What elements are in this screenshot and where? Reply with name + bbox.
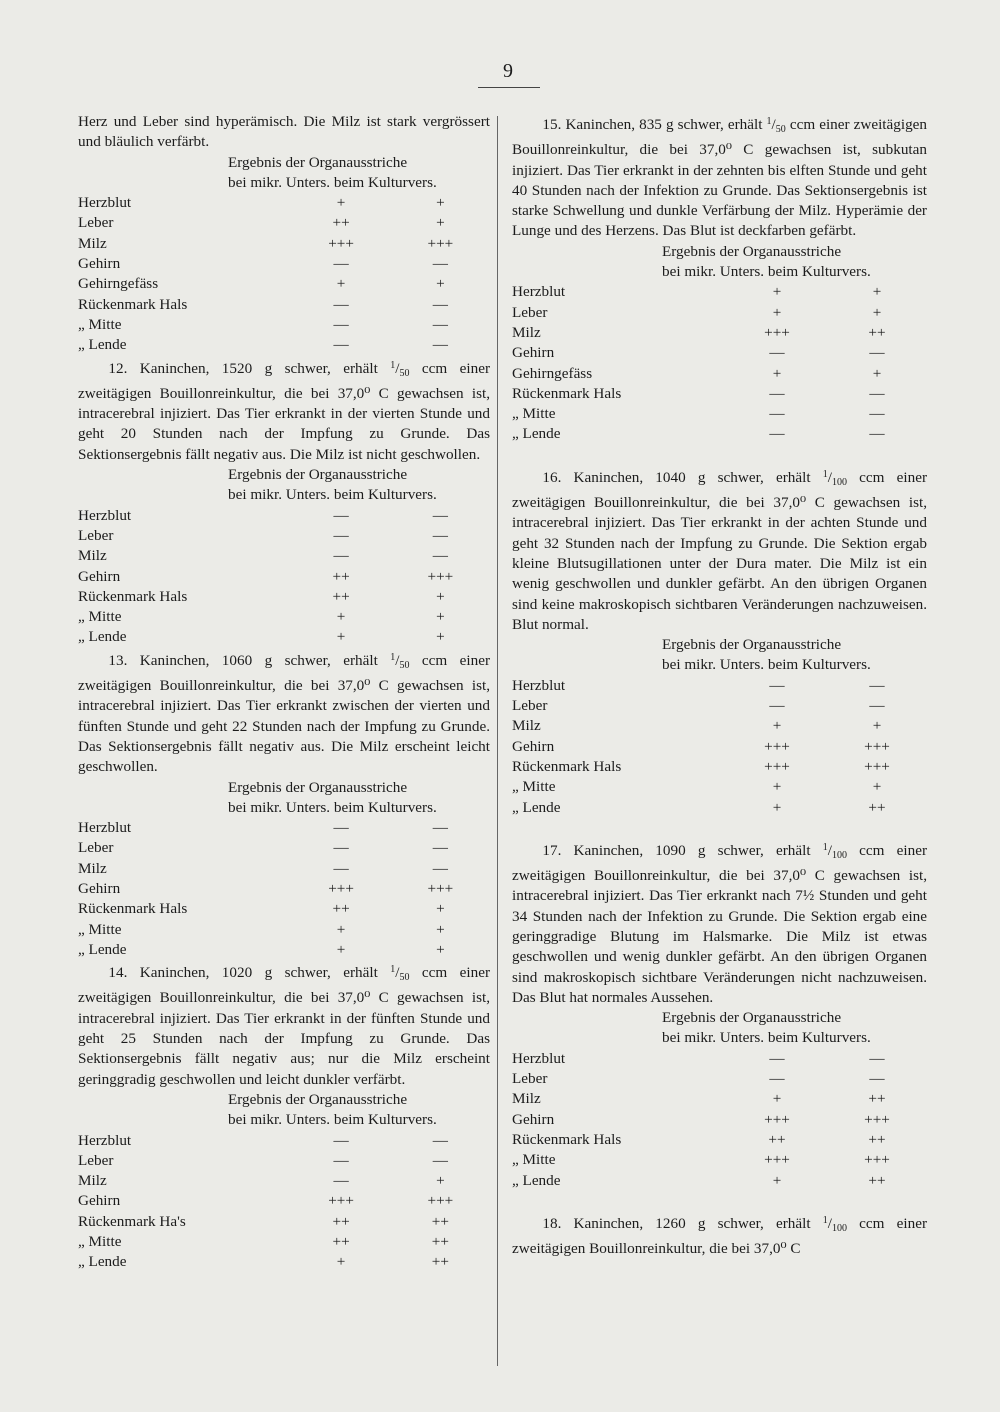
culture-cell: — <box>432 1151 448 1169</box>
table-subheading: bei mikr. Unters. beim Kulturvers. <box>228 173 437 191</box>
organ-cell: Gehirn <box>512 1110 555 1128</box>
culture-cell: — <box>869 1070 885 1088</box>
culture-cell: + <box>436 214 445 232</box>
culture-cell: ++ <box>868 1130 886 1148</box>
intro-paragraph: Herz und Leber sind hyperämisch. Die Milz ist stark vergrössert und bläulich verfärbt. <box>78 113 490 151</box>
culture-cell: +++ <box>427 567 454 585</box>
table-row <box>512 343 927 363</box>
microscopy-cell: + <box>772 364 782 382</box>
table-row <box>78 193 490 213</box>
microscopy-cell: + <box>772 778 782 796</box>
table-row <box>78 1212 490 1232</box>
culture-cell: + <box>436 940 445 958</box>
culture-cell: +++ <box>864 1151 890 1169</box>
microscopy-cell: + <box>772 303 782 321</box>
culture-cell: + <box>872 778 882 796</box>
experiment-paragraph-14: 14. Kaninchen, 1020 g schwer, erhält $^1/_{50}$ ccm einer zweitägigen Bouillonreinkultur, die bei 37,0⁰ C gewachsen ist, intracerebral injiziert. Das Tier erkrankt in der fünften Stunde und geht 25 Stunden nach der Impfung zu Grunde. Das Sektionsergebnis fällt negativ aus; nur die Milz erscheint geringgradig geschwollen und leicht dunkler verfärbt. <box>78 964 490 1088</box>
table-row <box>512 737 927 757</box>
microscopy-cell: ++ <box>332 900 350 918</box>
table-row <box>78 607 490 627</box>
culture-cell: — <box>432 819 448 837</box>
culture-cell: +++ <box>427 1192 454 1210</box>
culture-cell: — <box>432 295 448 313</box>
microscopy-cell: + <box>772 283 782 301</box>
culture-cell: + <box>436 587 445 605</box>
dose-fraction: $^1/_{50}$ <box>390 359 410 379</box>
table-row <box>78 587 490 607</box>
table-row <box>512 1150 927 1170</box>
microscopy-cell: +++ <box>328 1192 354 1210</box>
organ-cell: Leber <box>78 1151 114 1169</box>
dose-fraction: $^1/_{50}$ <box>390 964 410 984</box>
table-row <box>512 364 927 384</box>
culture-cell: + <box>436 920 445 938</box>
dose-fraction: $^1/_{100}$ <box>822 841 847 861</box>
culture-cell: — <box>869 384 885 402</box>
organ-cell: „ Mitte <box>512 1151 556 1169</box>
microscopy-cell: ++ <box>332 587 350 605</box>
microscopy-cell: — <box>333 547 349 565</box>
organ-cell: Milz <box>512 717 541 735</box>
table-row <box>78 506 490 526</box>
culture-cell: + <box>436 194 445 212</box>
microscopy-cell: ++ <box>332 214 350 232</box>
culture-cell: + <box>436 275 445 293</box>
table-row <box>512 1049 927 1069</box>
organ-cell: „ Lende <box>78 336 127 354</box>
microscopy-cell: — <box>333 336 349 354</box>
microscopy-cell: ++ <box>332 1212 350 1230</box>
table-row <box>512 404 927 424</box>
microscopy-cell: — <box>333 859 349 877</box>
culture-cell: — <box>432 547 448 565</box>
table-row <box>78 254 490 274</box>
organ-cell: Rückenmark Hals <box>78 587 188 605</box>
table-row <box>78 335 490 355</box>
culture-cell: ++ <box>868 1171 886 1189</box>
table-row <box>512 716 927 736</box>
table-row <box>78 899 490 919</box>
organ-cell: „ Mitte <box>512 778 556 796</box>
organ-cell: Gehirn <box>78 879 121 897</box>
result-table <box>78 1131 490 1273</box>
table-row <box>78 1171 490 1191</box>
organ-cell: Gehirn <box>512 344 555 362</box>
organ-cell: Leber <box>78 839 114 857</box>
organ-cell: Gehirngefäss <box>78 275 159 293</box>
table-row <box>78 859 490 879</box>
table-subheading: bei mikr. Unters. beim Kulturvers. <box>662 263 871 281</box>
microscopy-cell: + <box>336 940 346 958</box>
table-row <box>78 879 490 899</box>
table-row <box>512 303 927 323</box>
table-caption <box>512 635 927 676</box>
table-row <box>78 627 490 647</box>
table-subheading: bei mikr. Unters. beim Kulturvers. <box>228 486 437 504</box>
table-row <box>512 757 927 777</box>
table-caption <box>78 153 490 194</box>
organ-cell: Herzblut <box>512 1049 566 1067</box>
result-table <box>512 676 927 818</box>
microscopy-cell: +++ <box>764 1110 790 1128</box>
result-table <box>78 193 490 355</box>
table-row <box>78 920 490 940</box>
dose-fraction: $^1/_{100}$ <box>822 1214 847 1234</box>
organ-cell: Rückenmark Hals <box>78 900 188 918</box>
table-subheading: bei mikr. Unters. beim Kulturvers. <box>228 798 437 816</box>
organ-cell: Rückenmark Hals <box>512 1130 622 1148</box>
organ-cell: Leber <box>512 303 548 321</box>
organ-cell: Milz <box>512 1090 541 1108</box>
microscopy-cell: — <box>333 1172 349 1190</box>
table-heading: Ergebnis der Organausstriche <box>228 1090 408 1108</box>
microscopy-cell: — <box>769 676 785 694</box>
table-row <box>512 384 927 404</box>
table-row <box>512 1110 927 1130</box>
culture-cell: ++ <box>431 1233 449 1251</box>
microscopy-cell: + <box>772 1171 782 1189</box>
table-row <box>512 676 927 696</box>
microscopy-cell: + <box>336 194 346 212</box>
experiment-paragraph-18: 18. Kaninchen, 1260 g schwer, erhält $^1/_{100}$ ccm einer zweitägigen Bouillonreinkultur, die bei 37,0⁰ C <box>512 1214 927 1258</box>
table-row <box>78 315 490 335</box>
organ-cell: Herzblut <box>512 676 566 694</box>
organ-cell: Gehirn <box>78 567 121 585</box>
culture-cell: +++ <box>864 737 890 755</box>
microscopy-cell: + <box>772 1090 782 1108</box>
table-subheading: bei mikr. Unters. beim Kulturvers. <box>662 1029 871 1047</box>
dose-fraction: $^1/_{50}$ <box>766 116 786 135</box>
organ-cell: „ Lende <box>512 425 561 443</box>
culture-cell: ++ <box>868 1090 886 1108</box>
culture-cell: ++ <box>868 323 886 341</box>
organ-cell: Milz <box>78 859 107 877</box>
culture-cell: — <box>432 315 448 333</box>
organ-cell: „ Mitte <box>78 920 122 938</box>
culture-cell: +++ <box>864 1110 890 1128</box>
culture-cell: ++ <box>431 1253 449 1271</box>
page-number: 9 <box>503 60 513 82</box>
table-heading: Ergebnis der Organausstriche <box>662 636 842 654</box>
table-row <box>78 295 490 315</box>
table-subheading: bei mikr. Unters. beim Kulturvers. <box>662 656 871 674</box>
organ-cell: Herzblut <box>78 194 132 212</box>
culture-cell: — <box>432 526 448 544</box>
culture-cell: — <box>869 425 885 443</box>
organ-cell: Leber <box>78 214 114 232</box>
microscopy-cell: — <box>333 1131 349 1149</box>
table-heading: Ergebnis der Organausstriche <box>228 153 408 171</box>
organ-cell: „ Lende <box>78 940 127 958</box>
culture-cell: + <box>436 608 445 626</box>
microscopy-cell: + <box>336 275 346 293</box>
column-divider <box>497 116 498 1366</box>
table-row <box>78 567 490 587</box>
microscopy-cell: +++ <box>764 1151 790 1169</box>
table-row <box>512 696 927 716</box>
table-subheading: bei mikr. Unters. beim Kulturvers. <box>228 1111 437 1129</box>
organ-cell: Leber <box>512 1070 548 1088</box>
table-heading: Ergebnis der Organausstriche <box>228 466 408 484</box>
culture-cell: — <box>869 676 885 694</box>
organ-cell: „ Lende <box>78 1253 127 1271</box>
microscopy-cell: +++ <box>764 737 790 755</box>
microscopy-cell: — <box>333 819 349 837</box>
organ-cell: „ Lende <box>512 798 561 816</box>
microscopy-cell: +++ <box>764 757 790 775</box>
microscopy-cell: + <box>772 717 782 735</box>
culture-cell: — <box>432 336 448 354</box>
table-caption <box>512 242 927 283</box>
culture-cell: + <box>436 628 445 646</box>
experiment-paragraph-17: 17. Kaninchen, 1090 g schwer, erhält $^1/_{100}$ ccm einer zweitägigen Bouillonreinkultur, die bei 37,0⁰ C gewachsen ist, intracerebral injiziert. Das Tier erkrankt nach 7½ Stunden und geht 34 Stunden nach der Infektion zu Grunde. Die Sektion ergab eine geringgradige Blutung im Halsmarke. Die Milz ist etwas geschwollen und wenig dunkler gefärbt. An den übrigen Organen sind makroskopisch sichtbare Veränderungen nicht nachzuweisen. Das Blut hat normales Aussehen. <box>512 841 927 1006</box>
table-row <box>78 940 490 960</box>
microscopy-cell: + <box>336 608 346 626</box>
organ-cell: Gehirn <box>78 1192 121 1210</box>
table-caption <box>78 778 490 819</box>
microscopy-cell: — <box>769 1049 785 1067</box>
table-caption <box>78 1090 490 1131</box>
result-table <box>512 282 927 444</box>
culture-cell: + <box>872 364 882 382</box>
microscopy-cell: — <box>333 839 349 857</box>
microscopy-cell: ++ <box>768 1130 786 1148</box>
culture-cell: — <box>869 405 885 423</box>
table-row <box>78 1151 490 1171</box>
table-row <box>78 213 490 233</box>
culture-cell: — <box>432 859 448 877</box>
culture-cell: + <box>872 303 882 321</box>
table-caption <box>512 1008 927 1049</box>
organ-cell: Rückenmark Ha's <box>78 1212 186 1230</box>
organ-cell: Rückenmark Hals <box>78 295 188 313</box>
organ-cell: „ Lende <box>78 628 127 646</box>
microscopy-cell: ++ <box>332 567 350 585</box>
dose-fraction: $^1/_{100}$ <box>822 468 847 488</box>
organ-cell: „ Mitte <box>78 608 122 626</box>
culture-cell: — <box>869 697 885 715</box>
culture-cell: — <box>869 344 885 362</box>
microscopy-cell: +++ <box>764 323 790 341</box>
microscopy-cell: — <box>333 506 349 524</box>
table-row <box>78 1232 490 1252</box>
microscopy-cell: + <box>336 628 346 646</box>
table-caption <box>78 465 490 506</box>
microscopy-cell: — <box>333 315 349 333</box>
organ-cell: Gehirngefäss <box>512 364 593 382</box>
culture-cell: — <box>432 1131 448 1149</box>
culture-cell: — <box>869 1049 885 1067</box>
table-row <box>78 818 490 838</box>
organ-cell: Milz <box>512 323 541 341</box>
organ-cell: Herzblut <box>78 819 132 837</box>
result-table <box>78 818 490 960</box>
table-heading: Ergebnis der Organausstriche <box>662 1009 842 1027</box>
microscopy-cell: — <box>333 255 349 273</box>
table-row <box>78 1252 490 1272</box>
table-row <box>78 274 490 294</box>
left-column <box>78 112 490 1273</box>
culture-cell: + <box>436 1172 445 1190</box>
table-row <box>512 1069 927 1089</box>
organ-cell: Gehirn <box>78 255 121 273</box>
table-row <box>78 546 490 566</box>
right-column <box>512 112 927 1259</box>
microscopy-cell: + <box>336 920 346 938</box>
culture-cell: — <box>432 839 448 857</box>
result-table <box>78 506 490 648</box>
microscopy-cell: — <box>769 344 785 362</box>
organ-cell: Leber <box>512 697 548 715</box>
organ-cell: Gehirn <box>512 737 555 755</box>
table-row <box>512 1171 927 1191</box>
organ-cell: Herzblut <box>78 1131 132 1149</box>
culture-cell: +++ <box>864 757 890 775</box>
table-row <box>512 282 927 302</box>
organ-cell: Milz <box>78 234 107 252</box>
microscopy-cell: + <box>772 798 782 816</box>
microscopy-cell: +++ <box>328 879 354 897</box>
table-row <box>512 1089 927 1109</box>
organ-cell: Leber <box>78 526 114 544</box>
organ-cell: „ Mitte <box>78 315 122 333</box>
experiment-paragraph-12: 12. Kaninchen, 1520 g schwer, erhält $^1/_{50}$ ccm einer zweitägigen Bouillonreinkultur, die bei 37,0⁰ C gewachsen ist, intracerebral injiziert. Das Tier erkrankt in der vierten Stunde und geht 20 Stunden nach der Impfung zu Grunde. Das Sektionsergebnis fällt negativ aus. Die Milz ist nicht geschwollen. <box>78 359 490 463</box>
table-row <box>512 323 927 343</box>
microscopy-cell: +++ <box>328 234 354 252</box>
table-row <box>512 777 927 797</box>
table-row <box>512 798 927 818</box>
microscopy-cell: — <box>333 1151 349 1169</box>
culture-cell: ++ <box>868 798 886 816</box>
microscopy-cell: — <box>769 384 785 402</box>
table-row <box>512 424 927 444</box>
culture-cell: +++ <box>427 879 454 897</box>
culture-cell: — <box>432 255 448 273</box>
table-row <box>78 838 490 858</box>
culture-cell: ++ <box>431 1212 449 1230</box>
table-row <box>78 526 490 546</box>
experiment-paragraph-16: 16. Kaninchen, 1040 g schwer, erhält $^1/_{100}$ ccm einer zweitägigen Bouillonreinkultur, die bei 37,0⁰ C gewachsen ist, intracerebral injiziert. Das Tier erkrankt in der achten Stunde und geht 32 Stunden nach der Impfung zu Grunde. Die Sektion ergab kleine Blutsugillationen unter der Dura mater. Die Milz ist ein wenig geschwollen und dunkler gefärbt. An den übrigen Organen sind keine makroskopisch sichtbaren Veränderungen nachzuweisen. Blut normal. <box>512 468 927 633</box>
microscopy-cell: ++ <box>332 1233 350 1251</box>
microscopy-cell: — <box>333 526 349 544</box>
culture-cell: — <box>432 506 448 524</box>
table-heading: Ergebnis der Organausstriche <box>662 242 842 260</box>
microscopy-cell: + <box>336 1253 346 1271</box>
organ-cell: Milz <box>78 1172 107 1190</box>
experiment-paragraph-15: 15. Kaninchen, 835 g schwer, erhält $^1/_{50}$ ccm einer zweitägigen Bouillonreinkultur, die bei 37,0⁰ C gewachsen ist, subkutan injiziert. Das Tier erkrankt in der zehnten bis elften Stunde und geht 40 Stunden nach der Infektion zu Grunde. Das Sektionsergebnis ist starke Schwellung und dunkle Verfärbung der Milz. Hyperämie der Lunge und des Herzens. Das Blut ist deckfarben gefärbt. <box>512 116 927 240</box>
microscopy-cell: — <box>769 425 785 443</box>
microscopy-cell: — <box>769 1070 785 1088</box>
organ-cell: „ Lende <box>512 1171 561 1189</box>
page-number-rule <box>478 87 540 88</box>
table-row <box>78 1191 490 1211</box>
result-table <box>512 1049 927 1191</box>
table-row <box>512 1130 927 1150</box>
organ-cell: Herzblut <box>512 283 566 301</box>
table-heading: Ergebnis der Organausstriche <box>228 778 408 796</box>
culture-cell: +++ <box>427 234 454 252</box>
table-row <box>78 234 490 254</box>
organ-cell: Rückenmark Hals <box>512 384 622 402</box>
culture-cell: + <box>436 900 445 918</box>
organ-cell: Milz <box>78 547 107 565</box>
table-row <box>78 1131 490 1151</box>
organ-cell: Rückenmark Hals <box>512 757 622 775</box>
organ-cell: „ Mitte <box>512 405 556 423</box>
culture-cell: + <box>872 717 882 735</box>
microscopy-cell: — <box>769 697 785 715</box>
culture-cell: + <box>872 283 882 301</box>
microscopy-cell: — <box>333 295 349 313</box>
dose-fraction: $^1/_{50}$ <box>390 651 410 671</box>
organ-cell: „ Mitte <box>78 1233 122 1251</box>
experiment-paragraph-13: 13. Kaninchen, 1060 g schwer, erhält $^1/_{50}$ ccm einer zweitägigen Bouillonreinkultur, die bei 37,0⁰ C gewachsen ist, intracerebral injiziert. Das Tier erkrankt zwischen der vierten und fünften Stunde und geht 22 Stunden nach der Impfung zu Grunde. Das Sektionsergebnis fällt negativ aus. Die Milz erscheint leicht geschwollen. <box>78 651 490 776</box>
organ-cell: Herzblut <box>78 506 132 524</box>
microscopy-cell: — <box>769 405 785 423</box>
